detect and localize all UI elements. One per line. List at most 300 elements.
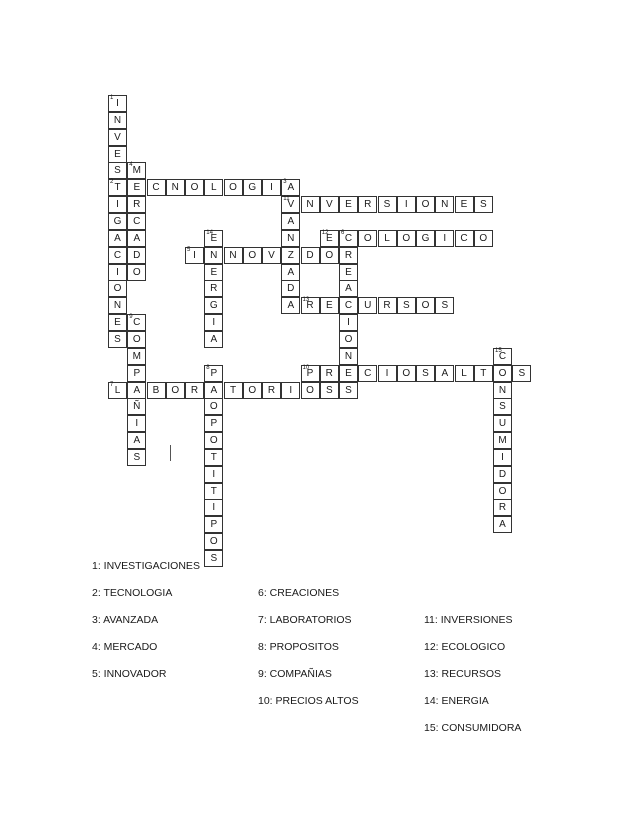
crossword-cell <box>339 280 358 297</box>
cell-letter: T <box>210 451 217 463</box>
crossword-cell <box>378 365 397 382</box>
stray-line-mark <box>170 445 171 461</box>
cell-letter: O <box>171 384 180 396</box>
crossword-cell <box>455 365 474 382</box>
cell-letter: N <box>171 182 179 194</box>
crossword-cell <box>397 297 416 314</box>
crossword-cell <box>493 516 512 533</box>
cell-letter: I <box>443 232 447 244</box>
clue-7: 7: LABORATORIOS <box>258 614 352 626</box>
crossword-cell <box>435 230 454 247</box>
crossword-cell <box>204 398 223 415</box>
crossword-cell <box>435 365 454 382</box>
clue-12: 12: ECOLOGICO <box>424 641 506 653</box>
clue-5: 5: INNOVADOR <box>92 668 167 680</box>
crossword-cell <box>281 297 300 314</box>
crossword-cell <box>493 432 512 449</box>
crossword-cell <box>301 297 320 314</box>
crossword-cell <box>127 162 146 179</box>
crossword-cell <box>339 331 358 348</box>
crossword-cell <box>204 264 223 281</box>
crossword-cell <box>455 230 474 247</box>
crossword-cell <box>512 365 531 382</box>
cell-letter: S <box>441 300 449 312</box>
clue-number: 1 <box>110 95 114 101</box>
cell-letter: A <box>114 232 121 244</box>
cell-letter: C <box>113 249 122 261</box>
cell-letter: O <box>248 384 257 396</box>
cell-letter: V <box>268 249 275 261</box>
crossword-cell <box>108 213 127 230</box>
crossword-cell <box>127 179 146 196</box>
crossword-cell <box>108 264 127 281</box>
cell-letter: O <box>132 266 141 278</box>
cell-letter: U <box>498 418 507 430</box>
crossword-cell <box>204 247 223 264</box>
cell-letter: N <box>441 199 449 211</box>
cell-letter: Z <box>287 249 294 261</box>
cell-letter: A <box>441 367 449 379</box>
cell-letter: R <box>325 367 333 379</box>
cell-letter: U <box>364 300 372 312</box>
cell-letter: E <box>460 199 468 211</box>
cell-letter: E <box>325 300 333 312</box>
cell-letter: C <box>498 350 507 362</box>
crossword-cell <box>127 213 146 230</box>
crossword-cell <box>243 382 262 399</box>
crossword-cell <box>435 196 454 213</box>
clue-9: 9: COMPAÑIAS <box>258 668 332 680</box>
crossword-cell <box>281 196 300 213</box>
crossword-cell <box>474 365 493 382</box>
crossword-cell <box>493 348 512 365</box>
cell-letter: P <box>210 418 218 430</box>
cell-letter: O <box>479 232 488 244</box>
cell-letter: P <box>210 519 218 531</box>
cell-letter: E <box>345 266 352 278</box>
crossword-cell <box>281 230 300 247</box>
crossword-cell <box>127 247 146 264</box>
clue-2: 2: TECNOLOGIA <box>92 587 173 599</box>
cell-letter: I <box>501 451 504 463</box>
cell-letter: P <box>210 367 218 379</box>
crossword-cell <box>204 499 223 516</box>
cell-letter: R <box>190 384 199 396</box>
clue-number: 14 <box>206 229 213 236</box>
cell-letter: T <box>114 182 121 194</box>
clue-4: 4: MERCADO <box>92 641 158 653</box>
cell-letter: I <box>135 418 139 430</box>
crossword-cell <box>127 415 146 432</box>
cell-letter: E <box>345 367 352 379</box>
cell-letter: I <box>289 384 293 396</box>
cell-letter: I <box>347 317 350 329</box>
cell-letter: O <box>190 182 199 194</box>
cell-letter: I <box>193 249 196 261</box>
cell-letter: S <box>114 333 121 345</box>
cell-letter: O <box>306 384 314 396</box>
cell-letter: T <box>480 367 487 379</box>
cell-letter: O <box>209 401 218 413</box>
clue-number: 2 <box>110 179 114 186</box>
cell-letter: V <box>114 131 121 143</box>
cell-letter: A <box>287 266 295 278</box>
crossword-cell <box>204 331 223 348</box>
cell-letter: E <box>133 182 141 194</box>
cell-letter: M <box>132 350 141 362</box>
cell-letter: A <box>345 283 352 295</box>
crossword-cell <box>281 382 300 399</box>
cell-letter: D <box>306 249 314 261</box>
crossword-cell <box>262 382 281 399</box>
clue-10: 10: PRECIOS ALTOS <box>258 695 359 707</box>
crossword-cell <box>378 230 397 247</box>
crossword-cell <box>224 179 243 196</box>
crossword-cell <box>108 297 127 314</box>
clue-number: 9 <box>129 314 133 321</box>
cell-letter: R <box>267 384 276 396</box>
crossword-cell <box>320 297 339 314</box>
cell-letter: B <box>152 384 160 396</box>
crossword-cell <box>185 382 204 399</box>
crossword-cell <box>339 264 358 281</box>
crossword-cell <box>204 382 223 399</box>
clue-number: 8 <box>206 364 210 371</box>
clue-11: 11: INVERSIONES <box>424 614 513 626</box>
crossword-cell <box>108 314 127 331</box>
crossword-cell <box>127 382 146 399</box>
clue-6: 6: CREACIONES <box>258 587 340 599</box>
cell-letter: N <box>113 114 122 126</box>
cell-letter: P <box>306 367 314 379</box>
crossword-cell <box>166 179 185 196</box>
crossword-cell <box>493 449 512 466</box>
cell-letter: S <box>518 367 526 379</box>
crossword-cell <box>339 348 358 365</box>
crossword-cell <box>127 398 146 415</box>
crossword-cell <box>301 382 320 399</box>
crossword-cell <box>127 449 146 466</box>
crossword-cell <box>493 415 512 432</box>
crossword-cell <box>320 196 339 213</box>
crossword-cell <box>204 533 223 550</box>
cell-letter: M <box>498 435 507 446</box>
clue-number: 10 <box>302 364 310 371</box>
cell-letter: R <box>498 502 507 514</box>
crossword-cell <box>262 179 281 196</box>
clue-15: 15: CONSUMIDORA <box>424 722 522 734</box>
crossword-cell <box>108 95 127 112</box>
cell-letter: N <box>287 232 295 244</box>
cell-letter: D <box>133 249 141 261</box>
cell-letter: C <box>344 300 353 312</box>
crossword-cell <box>397 230 416 247</box>
cell-letter: T <box>210 485 217 497</box>
cell-letter: A <box>133 232 141 244</box>
crossword-cell <box>224 247 243 264</box>
crossword-cell <box>339 196 358 213</box>
crossword-cell <box>493 499 512 516</box>
crossword-cell <box>108 247 127 264</box>
cell-letter: V <box>325 199 333 211</box>
clue-8: 8: PROPOSITOS <box>258 641 339 653</box>
crossword-cell <box>474 196 493 213</box>
cell-letter: O <box>209 536 218 548</box>
clue-number: 11 <box>283 196 290 203</box>
crossword-cell <box>204 179 223 196</box>
cell-letter: O <box>498 367 507 379</box>
cell-letter: R <box>210 283 218 295</box>
cell-letter: O <box>498 485 507 497</box>
clue-14: 14: ENERGIA <box>424 695 489 707</box>
crossword-cell <box>358 230 377 247</box>
crossword-cell <box>281 264 300 281</box>
cell-letter: I <box>212 317 216 329</box>
crossword-cell <box>378 297 397 314</box>
cell-letter: L <box>114 384 121 396</box>
cell-letter: T <box>229 384 237 396</box>
cell-letter: I <box>212 502 216 514</box>
crossword-cell <box>416 196 435 213</box>
cell-letter: O <box>325 249 334 261</box>
crossword-cell <box>339 365 358 382</box>
cell-letter: O <box>132 333 141 345</box>
cell-letter: R <box>364 199 372 211</box>
cell-letter: O <box>421 300 430 312</box>
cell-letter: N <box>306 199 314 211</box>
crossword-cell <box>185 247 204 264</box>
cell-letter: O <box>421 199 430 211</box>
cell-letter: L <box>461 367 467 379</box>
cell-letter: S <box>402 300 410 312</box>
crossword-cell <box>493 483 512 500</box>
clue-number: 15 <box>495 347 502 354</box>
cell-letter: N <box>229 249 237 261</box>
crossword-cell <box>339 297 358 314</box>
crossword-cell <box>320 382 339 399</box>
crossword-cell <box>127 432 146 449</box>
crossword-cell <box>204 280 223 297</box>
cell-letter: D <box>498 468 507 480</box>
clue-number: 12 <box>321 229 329 236</box>
crossword-cell <box>108 162 127 179</box>
cell-letter: C <box>364 367 372 379</box>
clue-number: 6 <box>341 229 345 236</box>
crossword-cell <box>301 247 320 264</box>
crossword-cell <box>339 382 358 399</box>
cell-letter: N <box>210 249 218 261</box>
crossword-cell <box>127 331 146 348</box>
cell-letter: R <box>133 199 141 211</box>
cell-letter: E <box>210 266 218 278</box>
cell-letter: P <box>133 367 141 379</box>
crossword-cell <box>147 382 166 399</box>
crossword-cell <box>455 196 474 213</box>
cell-letter: D <box>287 283 295 295</box>
crossword-cell <box>127 348 146 365</box>
crossword-cell <box>108 280 127 297</box>
crossword-cell <box>339 230 358 247</box>
crossword-cell <box>147 179 166 196</box>
cell-letter: S <box>114 165 121 177</box>
clue-1: 1: INVESTIGACIONES <box>92 560 200 572</box>
cell-letter: O <box>113 283 122 295</box>
clue-3: 3: AVANZADA <box>92 614 159 626</box>
clue-number: 5 <box>187 246 191 253</box>
cell-letter: I <box>404 199 408 211</box>
cell-letter: O <box>229 182 237 194</box>
crossword-cell <box>301 196 320 213</box>
crossword-cell <box>416 365 435 382</box>
crossword-cell <box>243 179 262 196</box>
cell-letter: V <box>287 199 295 211</box>
crossword-cell <box>493 398 512 415</box>
cell-letter: O <box>402 367 411 379</box>
cell-letter: G <box>248 182 257 194</box>
crossword-cell <box>204 415 223 432</box>
cell-letter: S <box>422 367 429 379</box>
crossword-cell <box>204 297 223 314</box>
crossword-cell <box>185 179 204 196</box>
cell-letter: I <box>116 98 119 109</box>
clue-13: 13: RECURSOS <box>424 668 502 680</box>
cell-letter: S <box>479 199 487 211</box>
crossword-cell <box>204 432 223 449</box>
cell-letter: L <box>384 232 390 244</box>
cell-letter: I <box>385 367 389 379</box>
crossword-cell <box>243 247 262 264</box>
crossword-cell <box>204 516 223 533</box>
cell-letter: C <box>133 216 141 227</box>
cell-letter: R <box>344 249 353 261</box>
crossword-cell <box>474 230 493 247</box>
cell-letter: R <box>383 300 391 312</box>
clue-number: 7 <box>110 381 114 388</box>
crossword-cell <box>108 146 127 163</box>
crossword-cell <box>204 466 223 483</box>
crossword-cell <box>339 314 358 331</box>
cell-letter: O <box>209 435 218 446</box>
cell-letter: E <box>114 148 121 160</box>
cell-letter: O <box>363 232 372 244</box>
cell-letter: A <box>210 384 218 396</box>
cell-letter: S <box>325 384 333 396</box>
crossword-cell <box>435 297 454 314</box>
cell-letter: A <box>210 333 218 345</box>
crossword-cell <box>108 230 127 247</box>
crossword-cell <box>397 196 416 213</box>
crossword-cell <box>262 247 281 264</box>
cell-letter: C <box>152 182 160 194</box>
crossword-cell <box>204 550 223 567</box>
crossword-cell <box>108 331 127 348</box>
crossword-cell <box>493 382 512 399</box>
clue-number: 3 <box>283 179 287 186</box>
crossword-cell <box>339 247 358 264</box>
clue-number: 4 <box>129 162 133 169</box>
crossword-cell <box>301 365 320 382</box>
cell-letter: O <box>344 333 353 345</box>
clue-number: 13 <box>302 297 310 304</box>
cell-letter: S <box>345 384 352 396</box>
crossword-cell <box>127 314 146 331</box>
crossword-cell <box>493 466 512 483</box>
crossword-cell <box>204 365 223 382</box>
crossword-cell <box>127 264 146 281</box>
cell-letter: I <box>270 182 273 194</box>
crossword-cell <box>320 247 339 264</box>
cell-letter: N <box>113 300 122 312</box>
crossword-cell <box>204 230 223 247</box>
cell-letter: A <box>287 216 295 227</box>
crossword-cell <box>493 365 512 382</box>
crossword-cell <box>320 230 339 247</box>
cell-letter: C <box>344 232 353 244</box>
crossword-cell <box>358 297 377 314</box>
cell-letter: N <box>498 384 507 396</box>
crossword-cell <box>281 280 300 297</box>
cell-letter: E <box>325 232 333 244</box>
cell-letter: S <box>383 199 391 211</box>
crossword-cell <box>108 179 127 196</box>
cell-letter: A <box>133 435 141 446</box>
crossword-cell <box>108 129 127 146</box>
cell-letter: E <box>114 317 121 329</box>
crossword-cell <box>281 213 300 230</box>
cell-letter: L <box>211 182 217 194</box>
cell-letter: I <box>116 266 119 278</box>
cell-letter: E <box>345 199 352 211</box>
crossword-cell <box>320 365 339 382</box>
cell-letter: Ñ <box>133 401 141 413</box>
crossword-cell <box>416 297 435 314</box>
cell-letter: N <box>344 350 353 362</box>
cell-letter: G <box>209 300 218 312</box>
cell-letter: G <box>113 216 122 227</box>
crossword-cell <box>281 247 300 264</box>
crossword-cell <box>204 314 223 331</box>
cell-letter: E <box>210 232 218 244</box>
cell-letter: M <box>132 165 141 177</box>
crossword-cell <box>281 179 300 196</box>
crossword-cell <box>127 196 146 213</box>
cell-letter: I <box>212 468 216 480</box>
cell-letter: G <box>421 232 430 244</box>
crossword-cell <box>127 230 146 247</box>
crossword-cell <box>108 112 127 129</box>
cell-letter: C <box>460 232 468 244</box>
crossword-cell <box>397 365 416 382</box>
cell-letter: S <box>133 451 141 463</box>
cell-letter: A <box>133 384 141 396</box>
crossword-cell <box>204 449 223 466</box>
cell-letter: S <box>499 401 506 413</box>
cell-letter: O <box>402 232 411 244</box>
crossword-cell <box>358 365 377 382</box>
cell-letter: O <box>248 249 257 261</box>
cell-letter: A <box>287 182 295 194</box>
crossword-cell <box>166 382 185 399</box>
cell-letter: A <box>287 300 295 312</box>
crossword-cell <box>127 365 146 382</box>
crossword-cell <box>204 483 223 500</box>
cell-letter: I <box>116 199 119 211</box>
crossword-cell <box>416 230 435 247</box>
crossword-cell <box>378 196 397 213</box>
crossword-cell <box>108 382 127 399</box>
crossword-cell <box>358 196 377 213</box>
cell-letter: S <box>210 553 218 564</box>
